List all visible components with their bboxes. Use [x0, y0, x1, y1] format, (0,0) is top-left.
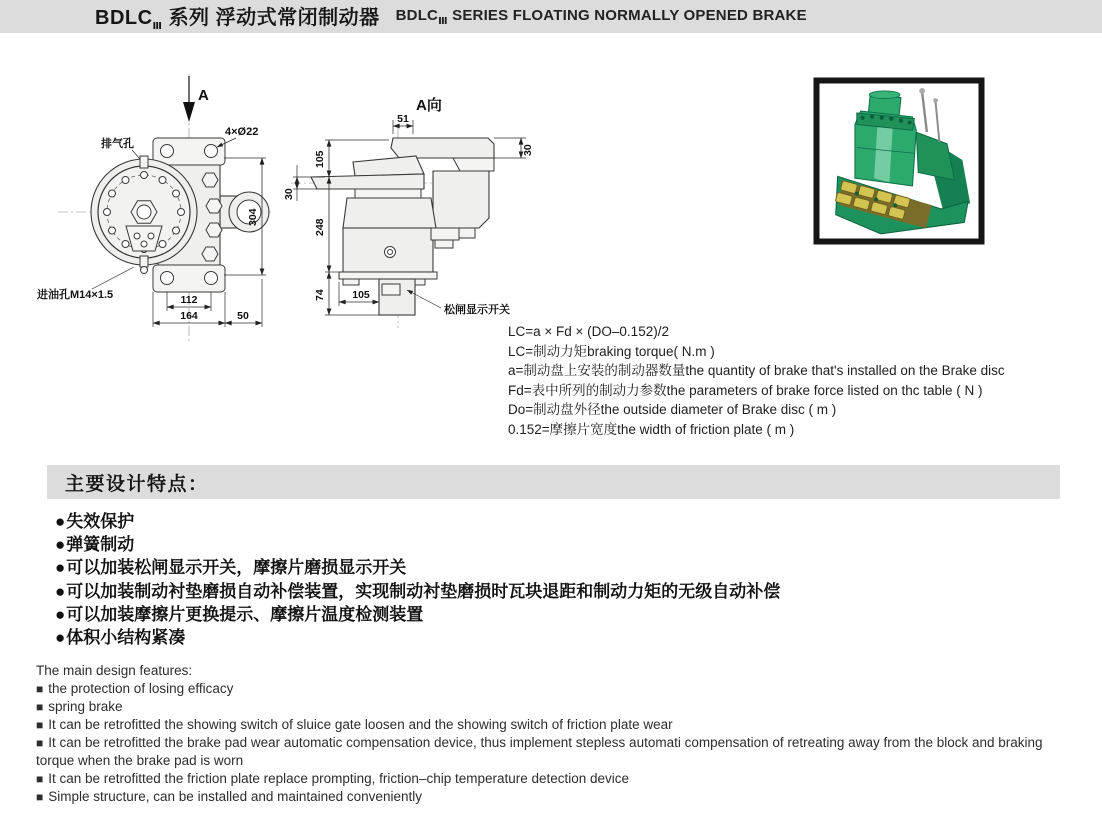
bullet-icon: ●: [55, 535, 66, 555]
bolt-hole: [161, 145, 174, 158]
feature-item-cn: ●可以加装松闸显示开关，摩擦片磨损显示开关: [55, 558, 407, 578]
dim-112-label: 112: [180, 294, 198, 306]
feature-item-en: ■ spring brake: [36, 699, 123, 714]
label-oil-inlet: [36, 267, 134, 301]
view-arrow-label: A: [198, 87, 209, 104]
feature-item-en: ■ It can be retrofitted the showing switch of sluice gate loosen and the showing switch of friction plate wear: [36, 717, 673, 732]
formula-line: Fd=表中所列的制动力参数the parameters of brake force listed on thc table ( N ): [508, 382, 983, 398]
label-vent: [101, 136, 140, 159]
square-bullet-icon: ■: [36, 718, 44, 732]
feature-item-en: ■ It can be retrofitted the friction plate replace prompting, friction–chip temperature detection device: [36, 771, 630, 786]
series-code-en: BDLC: [395, 6, 439, 24]
feature-item-cn: ●可以加装摩擦片更换提示、摩擦片温度检测装置: [55, 604, 424, 624]
formula-block: [508, 322, 1005, 439]
oil-inlet-label: 进油孔M14×1.5: [37, 289, 114, 301]
page-title-cn: [95, 1, 380, 32]
square-bullet-icon: ■: [36, 790, 44, 804]
front-view-drawing: [20, 70, 282, 352]
dim-50-label: 50: [237, 310, 249, 322]
square-bullet-icon: ■: [36, 700, 44, 714]
series-subscript-en: Ⅲ: [438, 15, 448, 27]
side-view-title: A向: [416, 97, 442, 114]
page-header: [0, 0, 1102, 33]
page-title-en-text: SERIES FLOATING NORMALLY OPENED BRAKE: [452, 6, 807, 24]
features-intro-en: The main design features:: [36, 663, 193, 678]
label-release-switch: [407, 290, 510, 316]
label-bolt-holes: [217, 126, 258, 147]
bolt-hole: [205, 272, 218, 285]
dim-30-left-label: 30: [283, 188, 295, 200]
product-photo: [813, 77, 985, 245]
foot: [343, 279, 359, 285]
lever-arm: [353, 156, 424, 176]
feature-item-cn: ●可以加装制动衬垫磨损自动补偿装置，实现制动衬垫磨损时瓦块退距和制动力矩的无级自动补偿: [55, 581, 781, 601]
feature-item-cn: ●体积小结构紧凑: [55, 628, 186, 648]
feature-item-en: ■ Simple structure, can be installed and maintained conveniently: [36, 789, 422, 804]
page-title-en: [396, 7, 807, 27]
bolt-hole: [205, 145, 218, 158]
bolt-hole: [161, 272, 174, 285]
dimension-51: [393, 113, 413, 134]
feature-item-en: ■ the protection of losing efficacy: [36, 681, 234, 696]
features-list-en: [36, 662, 1080, 806]
feature-item-cn: ●弹簧制动: [55, 535, 135, 555]
page-title-cn-text: 系列 浮动式常闭制动器: [168, 7, 380, 29]
dim-105-bottom-label: 105: [352, 289, 370, 301]
formula-line: a=制动盘上安装的制动器数量the quantity of brake that's installed on the Brake disc: [508, 363, 1005, 378]
top-plate: [391, 138, 494, 158]
brake-body-side: [311, 138, 494, 315]
dim-74-label: 74: [314, 289, 326, 301]
dimension-30-right: [494, 138, 534, 158]
feature-item-cn: ●失效保护: [55, 512, 135, 531]
release-switch-label: 松闸显示开关: [444, 304, 510, 316]
dim-304-label: 304: [247, 208, 259, 226]
square-bullet-icon: ■: [36, 736, 44, 750]
dimension-105-bottom: [339, 282, 379, 306]
side-view-drawing: [283, 70, 535, 352]
dim-248-label: 248: [314, 218, 326, 236]
bullet-icon: ●: [55, 512, 66, 531]
features-list-cn: [55, 510, 780, 649]
dim-51-label: 51: [397, 113, 409, 125]
square-bullet-icon: ■: [36, 772, 44, 786]
dim-30-right-label: 30: [522, 144, 534, 156]
base-plate: [339, 272, 437, 279]
vent-port: [140, 156, 148, 168]
right-tower: [433, 171, 489, 228]
bullet-icon: ●: [55, 581, 66, 601]
feature-item-en: ■ It can be retrofitted the brake pad wear automatic compensation device, thus implement stepless automati compensation of retreating away from the block and braking torque when the brake pad is worn: [36, 735, 1043, 768]
square-bullet-icon: ■: [36, 682, 44, 696]
bullet-icon: ●: [55, 604, 66, 624]
bullet-icon: ●: [55, 628, 66, 648]
thin-arm: [311, 174, 424, 189]
mid-body: [343, 198, 436, 228]
dimension-248: [314, 177, 339, 272]
formula-line: LC=a × Fd × (DO–0.152)/2: [508, 324, 669, 339]
dimension-50: [225, 279, 262, 327]
bullet-icon: ●: [55, 558, 66, 578]
vent-label: 排气孔: [101, 138, 134, 150]
features-heading: 主要设计特点：: [65, 473, 209, 495]
view-direction-arrow: [183, 76, 209, 122]
dim-164-label: 164: [180, 310, 198, 322]
series-subscript: Ⅲ: [152, 21, 163, 32]
formula-line: 0.152=摩擦片宽度the width of friction plate ( m ): [508, 421, 795, 437]
formula-line: Do=制动盘外径the outside diameter of Brake disc ( m ): [508, 402, 837, 417]
series-code: BDLC: [95, 7, 153, 29]
switch-sensor: [382, 284, 400, 295]
formula-line: LC=制动力矩braking torque( N.m ): [508, 343, 715, 359]
dim-105-left-label: 105: [314, 150, 326, 168]
features-section-header: [47, 465, 1060, 499]
bolt-holes-label: 4×Ø22: [225, 126, 259, 138]
